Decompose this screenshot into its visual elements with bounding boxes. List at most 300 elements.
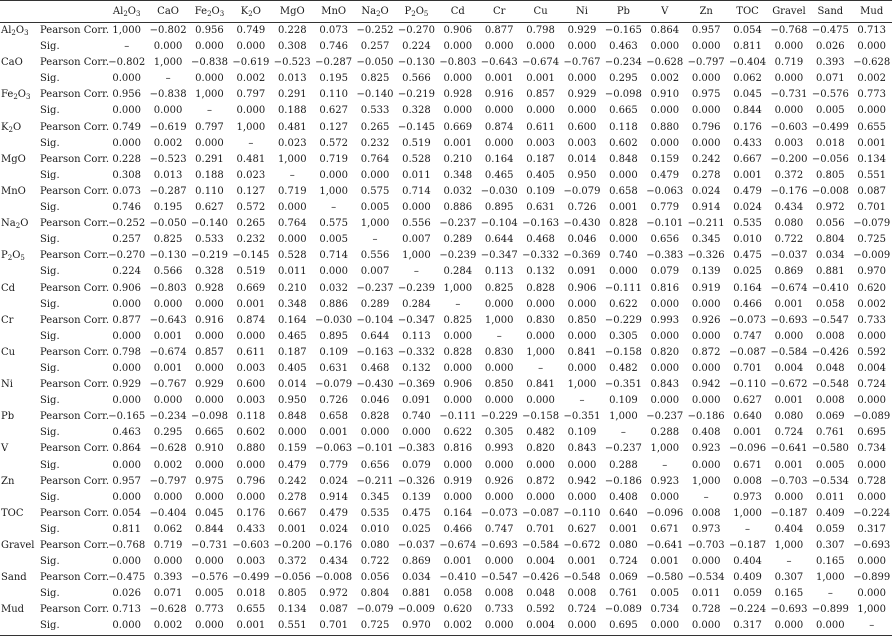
corr-value: −0.628: [149, 604, 187, 616]
sig-value: 0.000: [526, 330, 555, 342]
table-row-corr: [0, 474, 892, 490]
corr-value: −0.523: [273, 57, 311, 69]
sig-value: 0.059: [816, 523, 845, 535]
header-row: [0, 1, 892, 23]
corr-value: −0.603: [232, 540, 270, 551]
corr-value: 0.087: [857, 185, 887, 197]
sig-value: 0.000: [402, 202, 431, 214]
sig-value: 0.010: [733, 234, 762, 246]
sig-value: 0.627: [567, 523, 597, 535]
row-stat-label: Sig.: [40, 395, 60, 407]
corr-value: 0.600: [236, 379, 266, 391]
row-stat-label: Pearson Corr.: [40, 346, 110, 358]
corr-value: 0.929: [567, 25, 597, 36]
sig-value: 0.224: [112, 266, 142, 278]
corr-value: 0.109: [319, 346, 348, 358]
corr-value: −0.475: [811, 25, 849, 36]
row-stat-label: Sig.: [40, 169, 60, 181]
corr-value: −0.239: [397, 282, 435, 294]
corr-value: −0.110: [729, 379, 767, 391]
corr-value: 0.993: [484, 443, 514, 455]
sig-value: 0.479: [650, 169, 680, 181]
corr-value: 0.714: [402, 185, 431, 197]
row-stat-label: Sig.: [40, 73, 60, 85]
sig-value: 0.761: [609, 588, 638, 600]
corr-value: −0.030: [480, 185, 518, 197]
corr-value: −0.803: [439, 57, 477, 69]
sig-value: 0.000: [650, 137, 680, 149]
corr-value: −0.050: [149, 218, 187, 230]
sig-value: 0.345: [360, 491, 390, 503]
corr-value: 0.740: [402, 411, 431, 423]
corr-value: 0.110: [195, 185, 224, 197]
row-variable: [0, 554, 38, 570]
sig-value: 0.627: [195, 202, 224, 214]
sig-value: 0.572: [236, 202, 266, 214]
corr-value: −0.426: [522, 572, 560, 584]
sig-value: 0.404: [733, 556, 762, 568]
sig-value: 0.914: [319, 491, 348, 503]
corr-value: 0.740: [609, 250, 638, 262]
sig-value: 0.804: [360, 588, 390, 600]
column-header: Sand: [810, 1, 851, 23]
corr-value: −0.073: [729, 314, 767, 326]
corr-value: −0.547: [811, 314, 849, 326]
sig-value: 0.005: [816, 459, 845, 471]
sig-value: 0.000: [650, 298, 680, 310]
corr-value: −0.009: [853, 250, 891, 262]
sig-value: 0.008: [816, 395, 845, 407]
corr-value: 0.916: [195, 314, 224, 326]
corr-value: 0.620: [443, 604, 473, 616]
sig-value: 0.372: [774, 169, 804, 181]
corr-value: −0.603: [770, 121, 808, 133]
corr-value: 0.669: [443, 121, 473, 133]
row-stat-label: Sig.: [40, 105, 60, 117]
corr-value: 0.479: [733, 185, 762, 197]
sig-value: 0.747: [484, 523, 514, 535]
corr-value: −0.237: [439, 218, 477, 230]
corr-value: 1,000: [277, 153, 307, 165]
corr-value: 0.479: [319, 507, 348, 519]
sig-value: 0.000: [774, 105, 804, 117]
corr-value: −0.628: [853, 57, 891, 69]
sig-value: 0.000: [443, 330, 473, 342]
sig-value: 0.000: [691, 137, 721, 149]
row-variable: [0, 618, 38, 635]
sig-value: 0.000: [112, 105, 142, 117]
sig-value: –: [703, 491, 709, 503]
sig-value: 0.004: [857, 362, 887, 374]
sig-value: 0.000: [112, 556, 142, 568]
table-row-corr: [0, 409, 892, 425]
corr-value: 0.655: [236, 604, 266, 616]
sig-value: 0.622: [609, 298, 638, 310]
corr-value: 0.032: [443, 185, 473, 197]
corr-value: −0.499: [811, 121, 849, 133]
sig-value: 0.973: [691, 523, 721, 535]
sig-value: 0.468: [526, 234, 555, 246]
sig-value: 0.091: [567, 266, 597, 278]
corr-value: −0.224: [729, 604, 767, 616]
corr-value: −0.219: [397, 89, 435, 101]
sig-value: 0.232: [236, 234, 266, 246]
sig-value: 0.408: [609, 491, 638, 503]
row-variable: TOC: [1, 507, 24, 519]
table-row-sig: [0, 554, 892, 570]
corr-value: 0.164: [484, 153, 514, 165]
corr-value: 0.265: [360, 121, 390, 133]
sig-value: 0.622: [443, 427, 473, 439]
sig-value: 0.631: [319, 362, 348, 374]
corr-value: 0.714: [319, 250, 348, 262]
sig-value: 0.000: [443, 459, 473, 471]
corr-value: 0.928: [195, 282, 224, 294]
sig-value: 0.000: [112, 491, 142, 503]
table-row-sig: [0, 297, 892, 313]
corr-value: −0.383: [397, 443, 435, 455]
sig-value: 0.005: [360, 202, 390, 214]
corr-value: 0.820: [650, 346, 680, 358]
sig-value: 0.000: [195, 395, 224, 407]
corr-value: −0.145: [232, 250, 270, 262]
sig-value: 0.000: [195, 330, 224, 342]
row-stat-label: Sig.: [40, 266, 60, 278]
corr-value: 0.069: [609, 572, 638, 584]
column-header: Cd: [437, 1, 478, 23]
corr-value: 1,000: [567, 379, 597, 391]
row-variable: Ni: [1, 379, 13, 391]
corr-value: −0.130: [149, 250, 187, 262]
sig-value: 0.804: [816, 234, 845, 246]
sig-value: 0.000: [857, 588, 887, 600]
sig-value: 0.002: [147, 618, 188, 635]
sig-value: 0.000: [691, 41, 721, 53]
row-variable: [0, 264, 38, 280]
sig-value: –: [455, 298, 461, 310]
sig-value: 0.722: [774, 234, 804, 246]
corr-value: 0.880: [236, 443, 266, 455]
corr-value: 0.733: [857, 314, 887, 326]
sig-value: 0.257: [360, 41, 390, 53]
sig-value: 0.482: [609, 362, 638, 374]
corr-value: −0.674: [439, 540, 477, 551]
corr-value: 0.942: [691, 379, 721, 391]
corr-value: −0.163: [522, 218, 560, 230]
corr-value: 0.655: [857, 121, 887, 133]
sig-value: 0.566: [153, 266, 183, 278]
row-stat-label: Sig.: [40, 234, 60, 246]
row-stat-label: Pearson Corr.: [40, 475, 110, 487]
corr-value: 0.956: [195, 25, 224, 36]
corr-value: 0.127: [319, 121, 348, 133]
corr-value: −0.176: [315, 540, 353, 551]
row-variable: [0, 103, 38, 119]
sig-value: 0.000: [567, 459, 597, 471]
table-row-corr: [0, 313, 892, 329]
corr-value: −0.534: [811, 475, 849, 487]
sig-value: 0.289: [360, 298, 390, 310]
sig-value: 0.726: [319, 395, 348, 407]
corr-value: −0.674: [522, 57, 560, 69]
corr-value: −0.802: [108, 57, 146, 69]
sig-value: 0.881: [816, 266, 845, 278]
corr-value: −0.079: [853, 218, 891, 230]
corr-value: 0.734: [650, 604, 680, 616]
sig-value: –: [662, 459, 668, 471]
table-row-corr: [0, 345, 892, 361]
corr-value: −0.187: [770, 507, 808, 519]
sig-value: 0.746: [112, 202, 142, 214]
sig-value: 0.000: [768, 618, 809, 635]
sig-value: 0.008: [484, 588, 514, 600]
sig-value: 0.284: [402, 298, 431, 310]
sig-value: 0.000: [561, 618, 602, 635]
sig-value: 0.000: [774, 491, 804, 503]
sig-value: 0.000: [195, 459, 224, 471]
sig-value: 0.000: [195, 137, 224, 149]
sig-value: –: [206, 105, 212, 117]
sig-value: 0.000: [857, 491, 887, 503]
corr-value: −0.200: [273, 540, 311, 551]
corr-value: 0.640: [609, 507, 638, 519]
row-variable: Cd: [1, 282, 16, 294]
corr-value: −0.089: [853, 411, 891, 423]
corr-value: 0.535: [360, 507, 390, 519]
sig-value: 0.725: [857, 234, 887, 246]
sig-value: 0.695: [603, 618, 644, 635]
corr-value: −0.547: [480, 572, 518, 584]
sig-value: 0.000: [567, 298, 597, 310]
corr-value: −0.270: [397, 25, 435, 36]
corr-value: 0.667: [277, 507, 307, 519]
corr-value: 0.728: [691, 604, 721, 616]
corr-value: −0.145: [397, 121, 435, 133]
corr-value: −0.475: [108, 572, 146, 584]
sig-value: 0.002: [650, 73, 680, 85]
corr-value: −0.089: [604, 604, 642, 616]
corr-value: 0.658: [319, 411, 348, 423]
corr-value: 0.923: [650, 475, 680, 487]
sig-value: 0.305: [484, 427, 514, 439]
sig-value: 0.001: [526, 73, 555, 85]
corr-value: −0.899: [811, 604, 849, 616]
table-row-corr: [0, 377, 892, 393]
sig-value: 0.000: [236, 41, 266, 53]
corr-value: 0.841: [567, 346, 597, 358]
sig-value: 0.139: [691, 266, 721, 278]
sig-value: 0.000: [567, 491, 597, 503]
row-variable: [0, 136, 38, 152]
row-variable: Zn: [1, 475, 15, 487]
sig-value: 0.005: [816, 105, 845, 117]
column-header: Ni: [561, 1, 602, 23]
sig-value: 0.000: [810, 618, 851, 635]
corr-value: −0.096: [646, 507, 684, 519]
sig-value: 0.317: [727, 618, 768, 635]
corr-value: 1,000: [443, 282, 473, 294]
sig-value: 0.091: [402, 395, 431, 407]
table-row-corr: [0, 216, 892, 232]
corr-value: 0.640: [733, 411, 762, 423]
corr-value: 0.850: [567, 314, 597, 326]
corr-value: 0.265: [236, 218, 266, 230]
sig-value: 0.002: [857, 73, 887, 85]
corr-value: 0.957: [112, 475, 142, 487]
corr-value: 0.796: [236, 475, 266, 487]
sig-value: 0.000: [691, 330, 721, 342]
table-row-sig: [0, 136, 892, 152]
corr-value: 0.910: [650, 89, 680, 101]
corr-value: 0.773: [857, 89, 887, 101]
corr-value: 0.874: [484, 121, 514, 133]
corr-value: −0.037: [770, 250, 808, 262]
sig-value: 0.602: [236, 427, 266, 439]
corr-value: −0.101: [646, 218, 684, 230]
corr-value: 0.056: [360, 572, 390, 584]
sig-value: 0.466: [733, 298, 762, 310]
sig-value: 0.001: [236, 298, 266, 310]
sig-value: 0.195: [319, 73, 348, 85]
corr-value: −0.037: [397, 540, 435, 551]
corr-value: 1,000: [236, 121, 266, 133]
corr-value: 0.728: [857, 475, 887, 487]
corr-value: 0.957: [691, 25, 721, 36]
sig-value: 0.003: [236, 362, 266, 374]
sig-value: 0.048: [816, 362, 845, 374]
corr-value: −0.056: [811, 153, 849, 165]
sig-value: 0.970: [857, 266, 887, 278]
corr-value: 0.825: [443, 314, 473, 326]
corr-value: −0.009: [397, 604, 435, 616]
corr-value: −0.584: [770, 346, 808, 358]
sig-value: 0.433: [733, 137, 762, 149]
corr-value: 0.556: [402, 218, 431, 230]
row-variable: [0, 361, 38, 377]
corr-value: −0.534: [687, 572, 725, 584]
column-header: Cu: [520, 1, 561, 23]
sig-value: 0.572: [319, 137, 348, 149]
corr-value: 0.475: [402, 507, 431, 519]
sig-value: 0.671: [650, 523, 680, 535]
corr-value: −0.104: [356, 314, 394, 326]
corr-value: 0.242: [277, 475, 307, 487]
row-stat-label: Pearson Corr.: [40, 411, 110, 423]
sig-value: 0.001: [153, 362, 183, 374]
row-stat-label: Sig.: [40, 459, 60, 471]
row-variable: CaO: [1, 57, 23, 69]
sig-value: 0.000: [774, 330, 804, 342]
corr-value: 0.109: [526, 185, 555, 197]
sig-value: 0.000: [484, 395, 514, 407]
sig-value: 0.000: [691, 298, 721, 310]
sig-value: 0.000: [195, 362, 224, 374]
column-header: TOC: [727, 1, 768, 23]
sig-value: 0.288: [609, 459, 638, 471]
corr-value: 0.797: [236, 89, 266, 101]
sig-value: –: [851, 618, 892, 635]
sig-value: 0.000: [484, 41, 514, 53]
corr-value: 0.393: [153, 572, 183, 584]
sig-value: –: [786, 556, 792, 568]
table-row-sig: [0, 458, 892, 474]
corr-value: 0.843: [567, 443, 597, 455]
sig-value: 0.886: [319, 298, 348, 310]
column-header: Zn: [685, 1, 726, 23]
row-variable: $Na_2O$: [1, 218, 29, 231]
corr-value: 0.749: [112, 121, 142, 133]
corr-value: 0.975: [195, 475, 224, 487]
sig-value: 0.844: [195, 523, 224, 535]
sig-value: 0.000: [195, 491, 224, 503]
corr-value: 0.843: [650, 379, 680, 391]
corr-value: 0.841: [526, 379, 555, 391]
sig-value: 0.348: [443, 169, 473, 181]
row-variable: [0, 200, 38, 216]
sig-value: 0.305: [609, 330, 638, 342]
corr-value: −0.186: [604, 475, 642, 487]
sig-value: 0.000: [189, 618, 230, 635]
sig-value: 0.000: [644, 618, 685, 635]
row-stat-label: Pearson Corr.: [40, 540, 110, 551]
sig-value: 0.024: [733, 202, 762, 214]
corr-value: −0.079: [356, 604, 394, 616]
column-header: $Na_2O$: [354, 1, 395, 23]
sig-value: 0.062: [733, 73, 762, 85]
sig-value: 0.644: [360, 330, 390, 342]
table-row-corr: [0, 538, 892, 554]
sig-value: 0.048: [526, 588, 555, 600]
corr-value: −0.158: [522, 411, 560, 423]
corr-value: 0.830: [526, 314, 555, 326]
sig-value: 0.000: [277, 234, 307, 246]
column-header: $P_2O_5$: [396, 1, 437, 23]
row-variable: [0, 522, 38, 538]
sig-value: 0.701: [313, 618, 354, 635]
corr-value: 0.669: [236, 282, 266, 294]
sig-value: 0.627: [319, 105, 348, 117]
corr-value: 0.528: [402, 153, 431, 165]
row-stat-label: Pearson Corr.: [40, 153, 110, 165]
corr-value: −0.087: [729, 346, 767, 358]
sig-value: 0.278: [691, 169, 721, 181]
corr-value: −0.693: [480, 540, 518, 551]
corr-value: 0.857: [526, 89, 555, 101]
corr-value: 0.164: [443, 507, 473, 519]
sig-value: 0.348: [277, 298, 307, 310]
sig-value: 0.434: [774, 202, 804, 214]
corr-value: −0.098: [604, 89, 642, 101]
sig-value: 0.972: [319, 588, 348, 600]
corr-value: 0.164: [277, 314, 307, 326]
corr-value: 0.929: [567, 89, 597, 101]
table-body: [0, 23, 892, 636]
corr-value: 0.713: [857, 25, 887, 36]
sig-value: 0.132: [526, 266, 555, 278]
sig-value: 0.463: [609, 41, 638, 53]
sig-value: 0.805: [277, 588, 307, 600]
corr-value: −0.410: [439, 572, 477, 584]
sig-value: 0.000: [857, 105, 887, 117]
corr-value: −0.187: [729, 540, 767, 551]
corr-value: 0.210: [443, 153, 473, 165]
sig-value: 0.295: [609, 73, 638, 85]
corr-value: −0.404: [149, 507, 187, 519]
sig-value: 0.950: [567, 169, 597, 181]
table-row-sig: [0, 71, 892, 87]
corr-value: 0.134: [277, 604, 307, 616]
corr-value: −0.229: [604, 314, 642, 326]
